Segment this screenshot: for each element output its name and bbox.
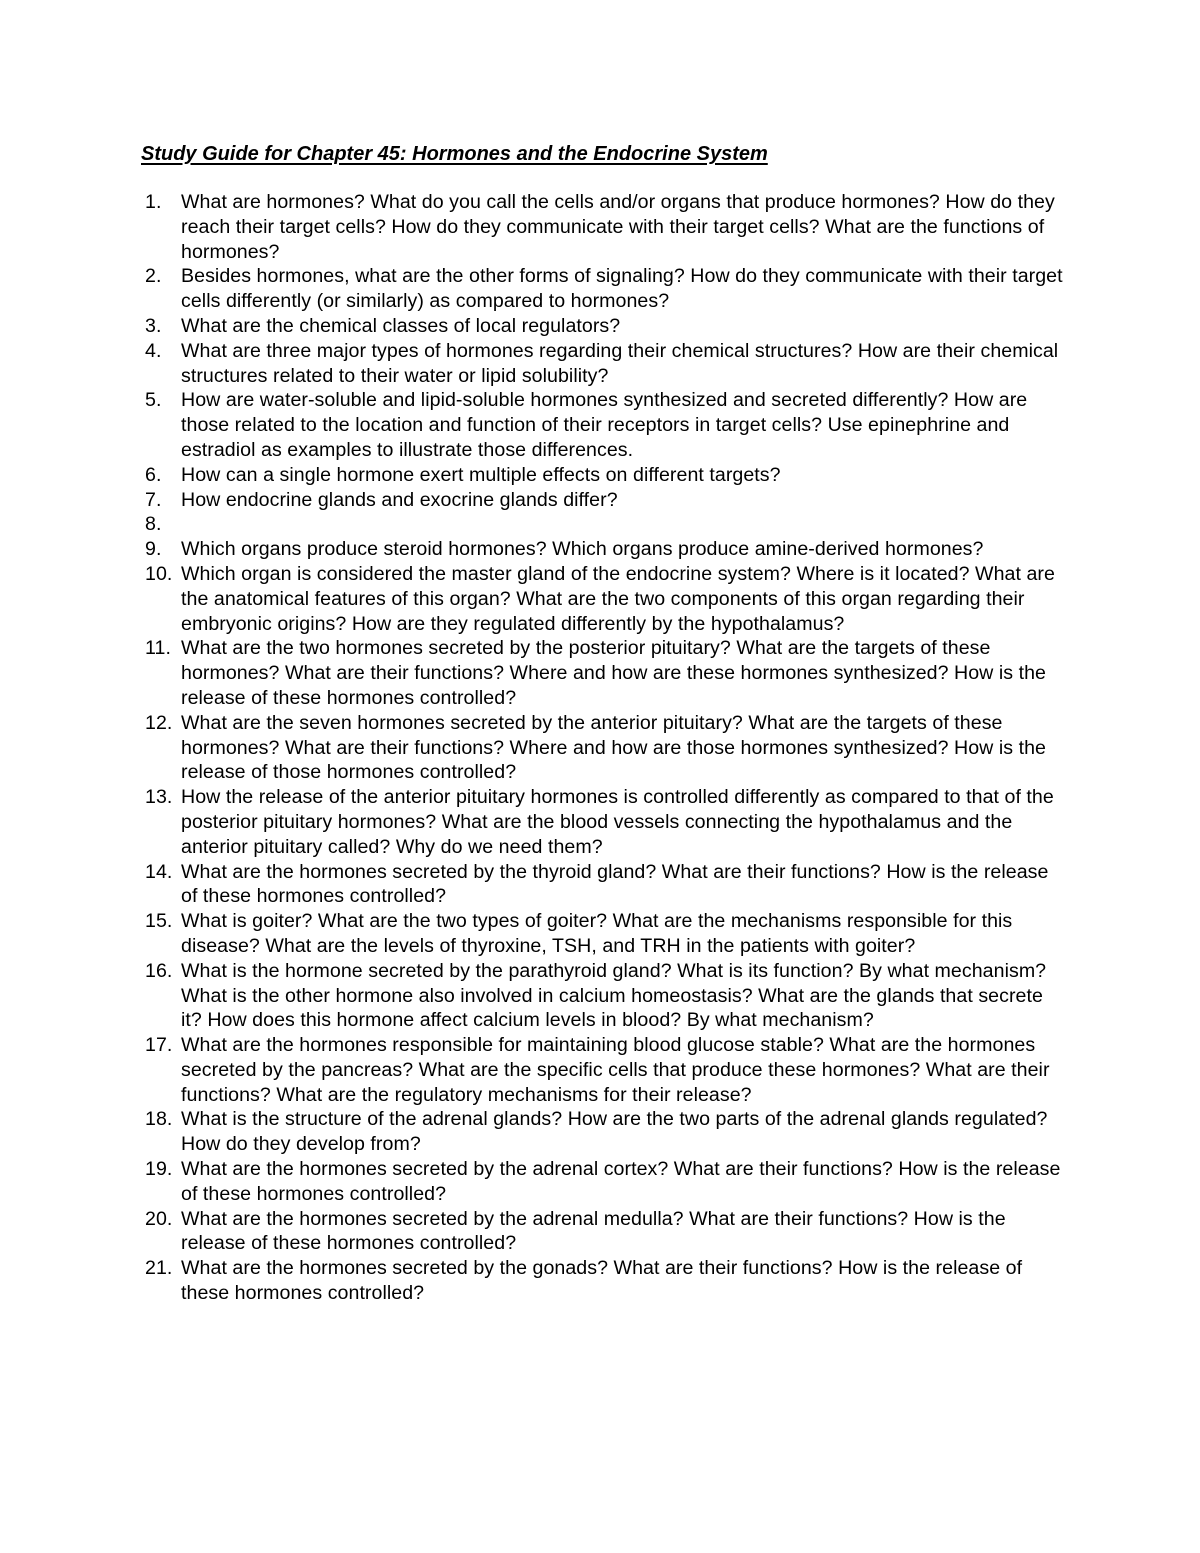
question-text: How can a single hormone exert multiple effects on different targets? <box>181 463 781 486</box>
question-text: What are the seven hormones secreted by the anterior pituitary? What are the targets of these hormones? What are their functions? Where and how are those hormones synthesized? How is the release of those hormones controlled? <box>181 711 1047 784</box>
question-number: 3. <box>145 314 162 337</box>
question-item <box>145 1157 1065 1207</box>
question-number: 6. <box>145 463 162 486</box>
question-item <box>145 711 1065 785</box>
question-number: 19. <box>145 1158 173 1181</box>
question-text: Which organs produce steroid hormones? Which organs produce amine-derived hormones? <box>181 538 984 561</box>
question-text: What are the two hormones secreted by the posterior pituitary? What are the targets of these hormones? What are their functions? Where and how are these hormones synthesized? How is the release of these hormones controlled? <box>181 637 1047 709</box>
question-number: 10. <box>145 562 173 585</box>
question-number: 5. <box>145 389 162 412</box>
question-text: What are the hormones secreted by the adrenal medulla? What are their functions? How is the release of these hormones controlled? <box>181 1207 1006 1255</box>
question-text: How endocrine glands and exocrine glands differ? <box>181 488 618 511</box>
question-item <box>145 463 1065 488</box>
question-number: 20. <box>145 1207 173 1230</box>
question-item <box>145 339 1065 389</box>
question-text: What is goiter? What are the two types of goiter? What are the mechanisms responsible for this disease? What are the levels of thyroxine, TSH, and TRH in the patients with goiter? <box>181 910 1013 957</box>
question-item <box>145 959 1065 1033</box>
question-list <box>145 190 1065 1306</box>
question-text: How the release of the anterior pituitary hormones is controlled differently as compared to that of the posterior pituitary hormones? What are the blood vessels connecting the hypothalamus and the anterior pituitary called? Why do we need them? <box>181 786 1054 858</box>
question-item <box>145 190 1065 264</box>
question-item <box>145 1256 1065 1306</box>
question-number: 2. <box>145 265 162 288</box>
question-number: 13. <box>145 786 173 809</box>
question-item <box>145 860 1065 910</box>
question-number: 17. <box>145 1034 173 1057</box>
question-number: 7. <box>145 488 162 511</box>
question-number: 8. <box>145 513 162 536</box>
question-text: What are the hormones secreted by the thyroid gland? What are their functions? How is the release of these hormones controlled? <box>181 860 1049 908</box>
question-number: 1. <box>145 191 162 213</box>
question-text: Which organ is considered the master gland of the endocrine system? Where is it located? What are the anatomical features of this organ? What are the two components of this organ regarding their embryonic origins? How are they regulated differently by the hypothalamus? <box>181 562 1055 635</box>
question-text: What is the hormone secreted by the parathyroid gland? What is its function? By what mechanism? What is the other hormone also involved in calcium homeostasis? What are the glands that secrete it? How does this hormone affect calcium levels in blood? By what mechanism? <box>181 959 1047 1032</box>
question-item <box>145 1033 1065 1107</box>
question-text: What are three major types of hormones regarding their chemical structures? How are their chemical structures related to their water or lipid solubility? <box>181 339 1059 387</box>
question-text: What are the hormones responsible for maintaining blood glucose stable? What are the hormones secreted by the pancreas? What are the specific cells that produce these hormones? What are their functions? What are the regulatory mechanisms for their release? <box>181 1034 1050 1106</box>
question-text: What are the chemical classes of local regulators? <box>181 314 621 337</box>
question-item <box>145 636 1065 710</box>
question-item <box>145 264 1065 314</box>
question-number: 18. <box>145 1108 173 1131</box>
question-text: What are hormones? What do you call the cells and/or organs that produce hormones? How do they reach their target cells? How do they communicate with their target cells? What are the functions of hormones? <box>181 191 1055 263</box>
question-text: What is the structure of the adrenal glands? How are the two parts of the adrenal glands regulated? How do they develop from? <box>181 1108 1048 1156</box>
document-title: Study Guide for Chapter 45: Hormones and the Endocrine System <box>141 143 768 165</box>
question-text: What are the hormones secreted by the gonads? What are their functions? How is the release of these hormones controlled? <box>181 1257 1023 1305</box>
question-item <box>145 562 1065 636</box>
question-number: 4. <box>145 339 162 362</box>
question-number: 21. <box>145 1257 173 1280</box>
question-number: 16. <box>145 959 173 982</box>
question-item <box>145 388 1065 462</box>
question-text: How are water-soluble and lipid-soluble hormones synthesized and secreted differently? How are those related to the location and function of their receptors in target cells? Use epinephrine and estradiol as examples to illustrate those differences. <box>181 389 1028 461</box>
question-text: What are the hormones secreted by the adrenal cortex? What are their functions? How is the release of these hormones controlled? <box>181 1158 1061 1205</box>
question-number: 11. <box>145 637 171 660</box>
question-number: 15. <box>145 910 173 933</box>
question-number: 12. <box>145 711 173 734</box>
question-item <box>145 785 1065 859</box>
question-text <box>181 512 1065 537</box>
question-item <box>145 488 1065 513</box>
question-item <box>145 537 1065 562</box>
question-item <box>145 1207 1065 1257</box>
question-item <box>145 314 1065 339</box>
question-item <box>145 1107 1065 1157</box>
question-text: Besides hormones, what are the other forms of signaling? How do they communicate with their target cells differently (or similarly) as compared to hormones? <box>181 265 1063 313</box>
question-item-empty <box>145 512 1065 537</box>
question-item <box>145 909 1065 959</box>
question-number: 9. <box>145 538 162 561</box>
question-number: 14. <box>145 860 173 883</box>
